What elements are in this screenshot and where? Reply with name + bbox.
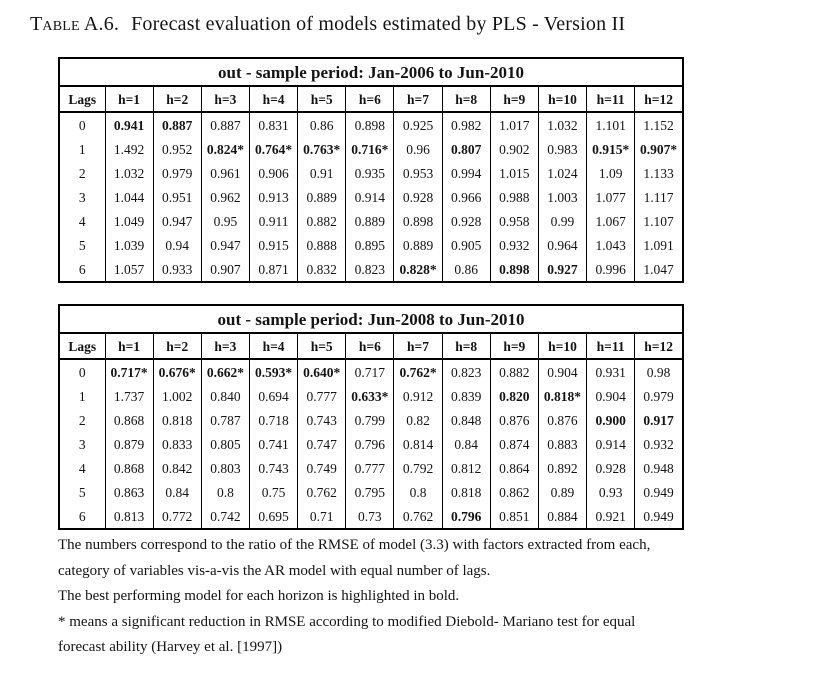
value-cell: 0.818*: [538, 384, 586, 408]
value-cell: 0.762*: [394, 359, 442, 384]
column-header: h=5: [298, 86, 346, 112]
column-header: h=4: [249, 333, 297, 359]
value-cell: 0.795: [346, 480, 394, 504]
value-cell: 0.906: [249, 161, 297, 185]
table-row: [59, 480, 683, 504]
caption-row: [59, 58, 683, 86]
value-cell: 0.996: [587, 257, 635, 282]
table-row: [59, 257, 683, 282]
caption-row: [59, 305, 683, 333]
lag-cell: 3: [78, 436, 86, 452]
value-cell: 0.718: [249, 408, 297, 432]
value-cell: 0.983: [538, 137, 586, 161]
value-cell: 0.8: [394, 480, 442, 504]
value-cell: 0.951: [153, 185, 201, 209]
value-cell: 0.796: [346, 432, 394, 456]
footnote-line: category of variables vis-a-vis the AR model with equal number of lags.: [58, 562, 491, 579]
value-cell: 1.015: [490, 161, 538, 185]
table-row: [59, 209, 683, 233]
value-cell: 0.915*: [587, 137, 635, 161]
value-cell: 0.71: [298, 504, 346, 529]
table-number-label: Table A.6.: [30, 13, 120, 35]
value-cell: 0.762: [298, 480, 346, 504]
lag-cell: 1: [78, 141, 86, 157]
value-cell: 0.912: [394, 384, 442, 408]
value-cell: 0.871: [249, 257, 297, 282]
value-cell: 0.777: [298, 384, 346, 408]
value-cell: 0.931: [587, 359, 635, 384]
value-cell: 0.982: [442, 112, 490, 137]
value-cell: 0.864: [490, 456, 538, 480]
lag-cell: 2: [78, 165, 86, 181]
value-cell: 0.98: [635, 359, 683, 384]
value-cell: 0.8: [201, 480, 249, 504]
value-cell: 0.979: [153, 161, 201, 185]
value-cell: 0.84: [153, 480, 201, 504]
value-cell: 1.492: [105, 137, 153, 161]
value-cell: 0.949: [635, 480, 683, 504]
value-cell: 0.905: [442, 233, 490, 257]
value-cell: 0.831: [249, 112, 297, 137]
column-header: h=8: [442, 86, 490, 112]
value-cell: 0.763*: [298, 137, 346, 161]
lag-cell: 1: [78, 388, 86, 404]
value-cell: 0.964: [538, 233, 586, 257]
footnote-line: The numbers correspond to the ratio of the RMSE of model (3.3) with factors extracted from each,: [58, 537, 651, 553]
lag-cell: 3: [78, 189, 86, 205]
value-cell: 0.961: [201, 161, 249, 185]
lag-cell: 5: [78, 237, 86, 253]
column-header: h=6: [346, 86, 394, 112]
forecast-table-jan2006-jun2010: [58, 57, 684, 283]
value-cell: 0.741: [249, 432, 297, 456]
lag-cell: 2: [78, 412, 86, 428]
value-cell: 0.807: [442, 137, 490, 161]
value-cell: 1.077: [587, 185, 635, 209]
column-header: Lags: [68, 92, 97, 107]
lag-cell: 4: [78, 460, 86, 476]
value-cell: 0.89: [538, 480, 586, 504]
column-header: h=11: [587, 86, 635, 112]
column-header: h=11: [587, 333, 635, 359]
value-cell: 0.95: [201, 209, 249, 233]
value-cell: 1.039: [105, 233, 153, 257]
column-header: h=6: [346, 333, 394, 359]
value-cell: 0.932: [490, 233, 538, 257]
value-cell: 0.762: [394, 504, 442, 529]
value-cell: 0.787: [201, 408, 249, 432]
out-sample-period-caption: out - sample period: Jun-2008 to Jun-2010: [59, 305, 683, 333]
value-cell: 0.868: [105, 456, 153, 480]
value-cell: 1.003: [538, 185, 586, 209]
value-cell: 1.032: [538, 112, 586, 137]
value-cell: 0.898: [346, 112, 394, 137]
column-header: h=5: [298, 333, 346, 359]
value-cell: 1.024: [538, 161, 586, 185]
value-cell: 0.941: [105, 112, 153, 137]
value-cell: 0.876: [490, 408, 538, 432]
value-cell: 1.107: [635, 209, 683, 233]
value-cell: 1.117: [635, 185, 683, 209]
value-cell: 0.902: [490, 137, 538, 161]
column-header: h=1: [105, 86, 153, 112]
column-header: h=3: [201, 86, 249, 112]
lag-cell: 6: [78, 261, 86, 277]
value-cell: 0.949: [635, 504, 683, 529]
value-cell: 0.958: [490, 209, 538, 233]
value-cell: 0.947: [153, 209, 201, 233]
value-cell: 0.904: [538, 359, 586, 384]
column-header: h=2: [153, 86, 201, 112]
value-cell: 0.851: [490, 504, 538, 529]
value-cell: 0.907*: [635, 137, 683, 161]
value-cell: 0.99: [538, 209, 586, 233]
value-cell: 0.904: [587, 384, 635, 408]
value-cell: 1.049: [105, 209, 153, 233]
value-cell: 0.953: [394, 161, 442, 185]
column-header: h=9: [490, 86, 538, 112]
value-cell: 0.900: [587, 408, 635, 432]
value-cell: 0.895: [346, 233, 394, 257]
value-cell: 0.898: [394, 209, 442, 233]
column-header-row: [59, 86, 683, 112]
value-cell: 0.887: [201, 112, 249, 137]
forecast-table-jun2008-jun2010: [58, 304, 684, 530]
lag-cell: 4: [78, 213, 86, 229]
column-header: h=9: [490, 333, 538, 359]
value-cell: 0.914: [587, 432, 635, 456]
value-cell: 0.743: [298, 408, 346, 432]
column-header: h=7: [394, 333, 442, 359]
value-cell: 0.907: [201, 257, 249, 282]
value-cell: 0.75: [249, 480, 297, 504]
value-cell: 0.874: [490, 432, 538, 456]
value-cell: 1.152: [635, 112, 683, 137]
table-title: [30, 13, 838, 36]
footnote-line: forecast ability (Harvey et al. [1997]): [58, 639, 283, 655]
value-cell: 0.96: [394, 137, 442, 161]
value-cell: 1.067: [587, 209, 635, 233]
table-row: [59, 185, 683, 209]
value-cell: 0.716*: [346, 137, 394, 161]
value-cell: 0.662*: [201, 359, 249, 384]
value-cell: 0.863: [105, 480, 153, 504]
value-cell: 0.840: [201, 384, 249, 408]
value-cell: 0.868: [105, 408, 153, 432]
value-cell: 0.948: [635, 456, 683, 480]
value-cell: 0.966: [442, 185, 490, 209]
value-cell: 0.913: [249, 185, 297, 209]
column-header: h=2: [153, 333, 201, 359]
value-cell: 1.091: [635, 233, 683, 257]
value-cell: 0.828*: [394, 257, 442, 282]
column-header: h=4: [249, 86, 297, 112]
value-cell: 1.017: [490, 112, 538, 137]
value-cell: 0.962: [201, 185, 249, 209]
lag-cell: 6: [78, 508, 86, 524]
table-title-text: Forecast evaluation of models estimated by PLS - Version II: [131, 13, 626, 35]
table-row: [59, 408, 683, 432]
lag-cell: 0: [78, 364, 86, 380]
table-row: [59, 456, 683, 480]
value-cell: 0.640*: [298, 359, 346, 384]
value-cell: 0.994: [442, 161, 490, 185]
value-cell: 0.889: [394, 233, 442, 257]
column-header: Lags: [68, 339, 97, 354]
value-cell: 0.818: [153, 408, 201, 432]
footnotes: [58, 537, 788, 656]
value-cell: 0.803: [201, 456, 249, 480]
value-cell: 0.928: [394, 185, 442, 209]
value-cell: 0.799: [346, 408, 394, 432]
value-cell: 1.737: [105, 384, 153, 408]
value-cell: 0.743: [249, 456, 297, 480]
value-cell: 0.820: [490, 384, 538, 408]
value-cell: 0.928: [587, 456, 635, 480]
value-cell: 0.911: [249, 209, 297, 233]
value-cell: 0.917: [635, 408, 683, 432]
value-cell: 0.928: [442, 209, 490, 233]
value-cell: 0.86: [442, 257, 490, 282]
lag-cell: 0: [78, 117, 86, 133]
value-cell: 0.876: [538, 408, 586, 432]
value-cell: 0.86: [298, 112, 346, 137]
value-cell: 0.884: [538, 504, 586, 529]
value-cell: 0.814: [394, 432, 442, 456]
value-cell: 0.676*: [153, 359, 201, 384]
value-cell: 1.09: [587, 161, 635, 185]
value-cell: 0.848: [442, 408, 490, 432]
value-cell: 0.772: [153, 504, 201, 529]
table-row: [59, 504, 683, 529]
value-cell: 0.883: [538, 432, 586, 456]
value-cell: 1.133: [635, 161, 683, 185]
value-cell: 0.593*: [249, 359, 297, 384]
value-cell: 0.717*: [105, 359, 153, 384]
value-cell: 0.82: [394, 408, 442, 432]
column-header: h=7: [394, 86, 442, 112]
value-cell: 0.979: [635, 384, 683, 408]
value-cell: 0.633*: [346, 384, 394, 408]
value-cell: 1.057: [105, 257, 153, 282]
value-cell: 0.749: [298, 456, 346, 480]
value-cell: 0.832: [298, 257, 346, 282]
value-cell: 0.823: [346, 257, 394, 282]
column-header: h=10: [538, 333, 586, 359]
value-cell: 0.952: [153, 137, 201, 161]
value-cell: 0.898: [490, 257, 538, 282]
value-cell: 0.889: [298, 185, 346, 209]
value-cell: 0.824*: [201, 137, 249, 161]
value-cell: 0.914: [346, 185, 394, 209]
value-cell: 0.839: [442, 384, 490, 408]
value-cell: 0.888: [298, 233, 346, 257]
value-cell: 0.833: [153, 432, 201, 456]
value-cell: 1.032: [105, 161, 153, 185]
value-cell: 0.91: [298, 161, 346, 185]
value-cell: 0.747: [298, 432, 346, 456]
value-cell: 0.927: [538, 257, 586, 282]
value-cell: 0.882: [490, 359, 538, 384]
value-cell: 0.812: [442, 456, 490, 480]
column-header: h=12: [635, 333, 683, 359]
value-cell: 0.813: [105, 504, 153, 529]
value-cell: 0.805: [201, 432, 249, 456]
value-cell: 1.101: [587, 112, 635, 137]
value-cell: 0.915: [249, 233, 297, 257]
value-cell: 1.002: [153, 384, 201, 408]
value-cell: 0.935: [346, 161, 394, 185]
table-row: [59, 432, 683, 456]
value-cell: 0.93: [587, 480, 635, 504]
value-cell: 0.717: [346, 359, 394, 384]
value-cell: 0.694: [249, 384, 297, 408]
value-cell: 0.862: [490, 480, 538, 504]
value-cell: 0.879: [105, 432, 153, 456]
value-cell: 0.823: [442, 359, 490, 384]
value-cell: 0.777: [346, 456, 394, 480]
value-cell: 0.792: [394, 456, 442, 480]
out-sample-period-caption: out - sample period: Jan-2006 to Jun-2010: [59, 58, 683, 86]
table-row: [59, 112, 683, 137]
value-cell: 0.887: [153, 112, 201, 137]
column-header-row: [59, 333, 683, 359]
value-cell: 0.933: [153, 257, 201, 282]
footnote-line: The best performing model for each horizon is highlighted in bold.: [58, 588, 460, 604]
value-cell: 0.947: [201, 233, 249, 257]
value-cell: 0.94: [153, 233, 201, 257]
value-cell: 0.796: [442, 504, 490, 529]
value-cell: 0.84: [442, 432, 490, 456]
value-cell: 0.882: [298, 209, 346, 233]
table-row: [59, 233, 683, 257]
value-cell: 0.842: [153, 456, 201, 480]
value-cell: 0.892: [538, 456, 586, 480]
value-cell: 1.047: [635, 257, 683, 282]
value-cell: 0.742: [201, 504, 249, 529]
column-header: h=10: [538, 86, 586, 112]
value-cell: 1.043: [587, 233, 635, 257]
value-cell: 0.921: [587, 504, 635, 529]
table-row: [59, 359, 683, 384]
value-cell: 0.695: [249, 504, 297, 529]
value-cell: 0.925: [394, 112, 442, 137]
column-header: h=1: [105, 333, 153, 359]
value-cell: 0.764*: [249, 137, 297, 161]
value-cell: 0.818: [442, 480, 490, 504]
footnote-line: * means a significant reduction in RMSE according to modified Diebold- Mariano test for equal: [58, 613, 636, 630]
value-cell: 0.988: [490, 185, 538, 209]
value-cell: 0.73: [346, 504, 394, 529]
table-row: [59, 161, 683, 185]
column-header: h=3: [201, 333, 249, 359]
column-header: h=8: [442, 333, 490, 359]
lag-cell: 5: [78, 484, 86, 500]
column-header: h=12: [635, 86, 683, 112]
value-cell: 0.932: [635, 432, 683, 456]
value-cell: 1.044: [105, 185, 153, 209]
table-row: [59, 384, 683, 408]
value-cell: 0.889: [346, 209, 394, 233]
table-row: [59, 137, 683, 161]
